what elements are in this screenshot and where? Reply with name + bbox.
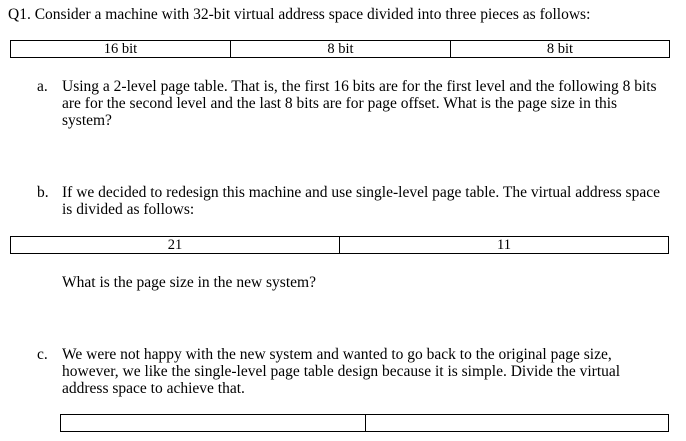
part-a-label: a. (37, 78, 48, 95)
part-c-line: We were not happy with the new system and wanted to go back to the original page size, (62, 346, 612, 363)
part-c-text (62, 346, 672, 397)
address-field-second-level: 8 bit (231, 41, 451, 58)
answer-field-page-number[interactable] (61, 415, 366, 432)
answer-field-offset[interactable] (366, 415, 669, 432)
page-number-field: 21 (11, 237, 340, 254)
part-a-line: system? (62, 112, 112, 129)
part-b-line: If we decided to redesign this machine and use single-level page table. The virtual address space (62, 184, 660, 201)
page-offset-field: 11 (340, 237, 669, 254)
part-a-line: are for the second level and the last 8 bits are for page offset. What is the page size in this (62, 95, 618, 112)
part-a-text (62, 78, 672, 129)
part-c-label: c. (37, 346, 48, 363)
part-b-text (62, 184, 672, 218)
part-c-line: however, we like the single-level page table design because it is simple. Divide the virtual (62, 363, 621, 380)
address-field-offset: 8 bit (451, 41, 670, 58)
single-level-split-table (10, 236, 669, 254)
address-split-table (10, 40, 670, 58)
part-b-label: b. (37, 184, 49, 201)
answer-split-table (60, 414, 669, 432)
part-c-line: address space to achieve that. (62, 380, 245, 397)
part-a-line: Using a 2-level page table. That is, the first 16 bits are for the first level and the following 8 bits (62, 78, 657, 95)
question-title: Q1. Consider a machine with 32-bit virtual address space divided into three pieces as follows: (8, 6, 591, 23)
part-b-followup: What is the page size in the new system? (62, 274, 316, 291)
part-b-line: is divided as follows: (62, 201, 195, 218)
address-field-first-level: 16 bit (11, 41, 231, 58)
